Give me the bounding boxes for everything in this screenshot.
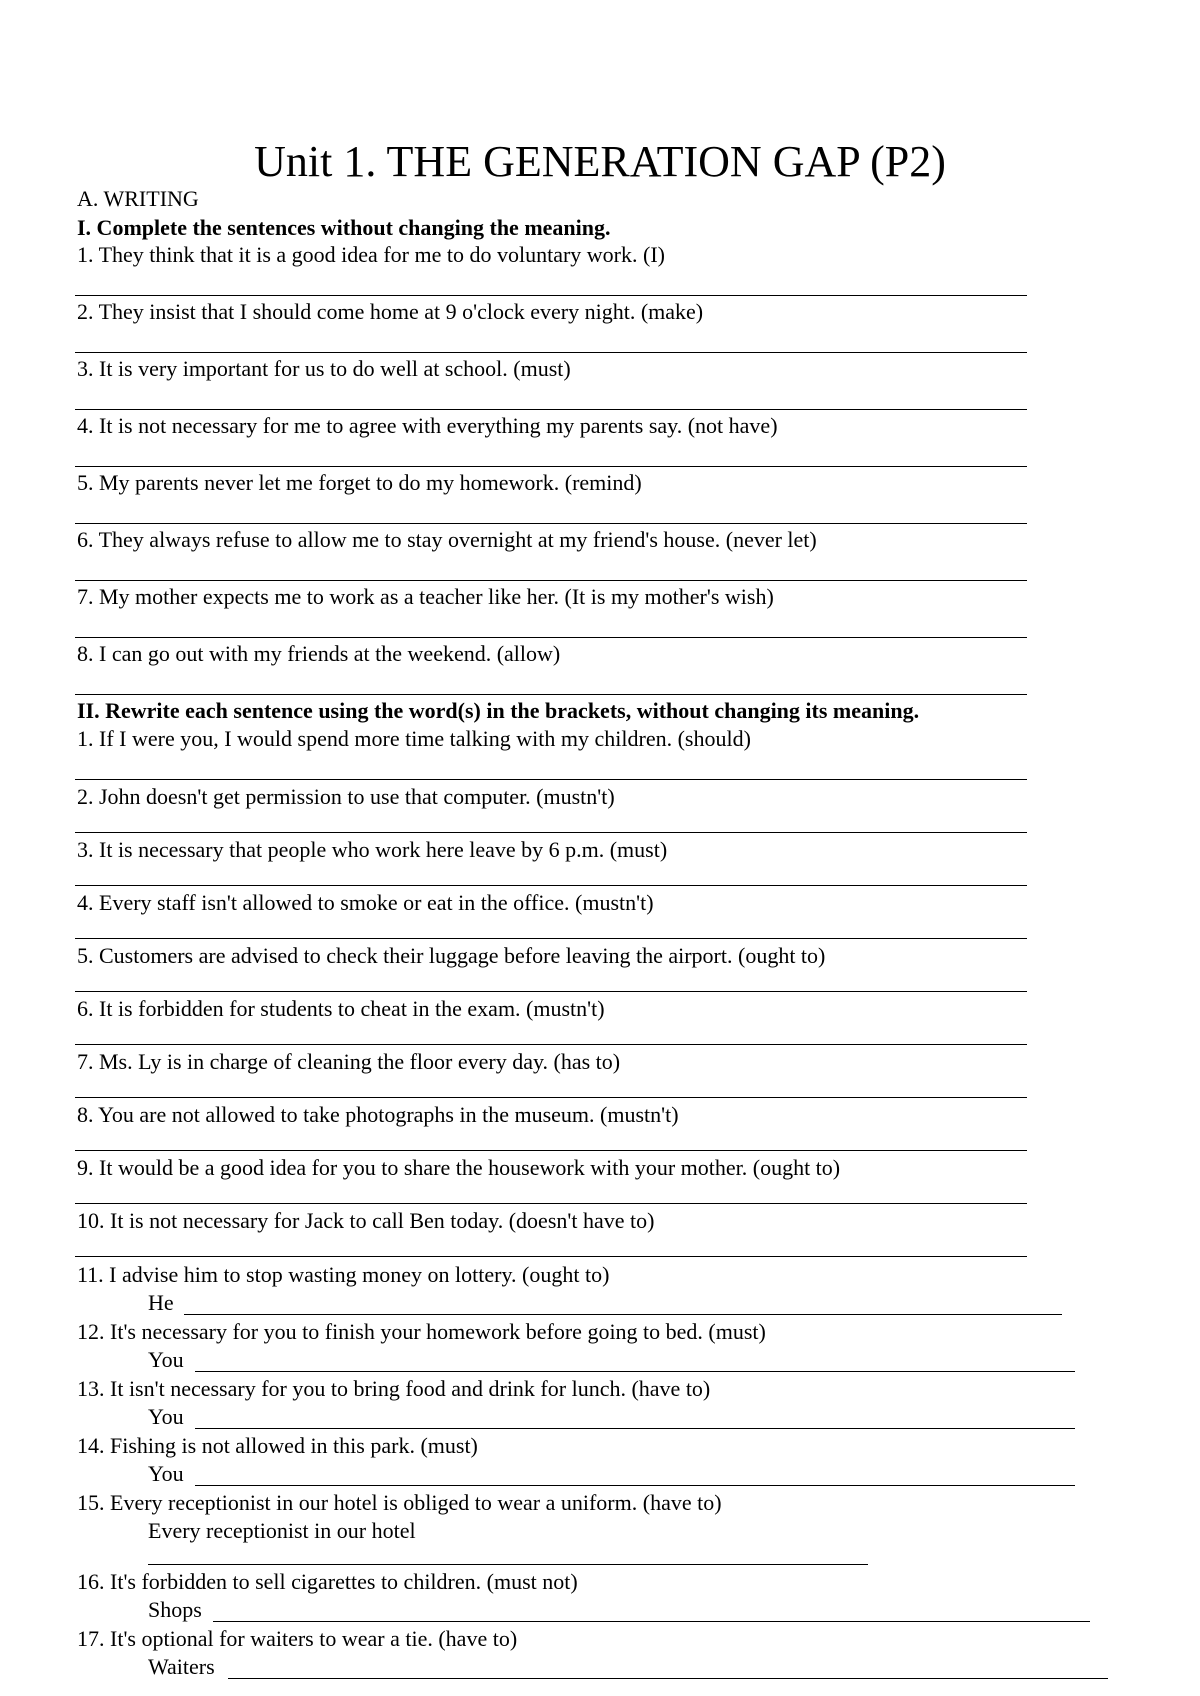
part2-item-5: 5. Customers are advised to check their luggage before leaving the airport. (ought to) xyxy=(77,943,826,968)
answer-line-p1-6[interactable] xyxy=(75,580,1027,581)
part1-item-4: 4. It is not necessary for me to agree with everything my parents say. (not have) xyxy=(77,413,778,438)
answer-line-p2-17[interactable] xyxy=(228,1678,1108,1679)
answer-line-p1-5[interactable] xyxy=(75,523,1027,524)
part2-item-2: 2. John doesn't get permission to use that computer. (mustn't) xyxy=(77,784,615,809)
part2-item-12: 12. It's necessary for you to finish your homework before going to bed. (must) xyxy=(77,1319,766,1344)
part2-item-13: 13. It isn't necessary for you to bring food and drink for lunch. (have to) xyxy=(77,1376,711,1401)
part2-item-10: 10. It is not necessary for Jack to call Ben today. (doesn't have to) xyxy=(77,1208,655,1233)
part2-item-7: 7. Ms. Ly is in charge of cleaning the floor every day. (has to) xyxy=(77,1049,621,1074)
part2-item-15: 15. Every receptionist in our hotel is obliged to wear a uniform. (have to) xyxy=(77,1490,722,1515)
answer-line-p2-7[interactable] xyxy=(75,1097,1027,1098)
answer-line-p1-2[interactable] xyxy=(75,352,1027,353)
section-a-heading: A. WRITING xyxy=(77,186,199,211)
part2-item-4: 4. Every staff isn't allowed to smoke or eat in the office. (mustn't) xyxy=(77,890,654,915)
part2-heading: II. Rewrite each sentence using the word(s) in the brackets, without changing its meaning. xyxy=(77,698,920,723)
prompt-14: You xyxy=(148,1461,184,1486)
part1-item-3: 3. It is very important for us to do well at school. (must) xyxy=(77,356,571,381)
answer-line-p2-8[interactable] xyxy=(75,1150,1027,1151)
prompt-16: Shops xyxy=(148,1597,202,1622)
part1-item-7: 7. My mother expects me to work as a teacher like her. (It is my mother's wish) xyxy=(77,584,774,609)
answer-line-p2-10[interactable] xyxy=(75,1256,1027,1257)
part2-item-16: 16. It's forbidden to sell cigarettes to children. (must not) xyxy=(77,1569,578,1594)
part2-item-1: 1. If I were you, I would spend more time talking with my children. (should) xyxy=(77,726,751,751)
answer-line-p2-12[interactable] xyxy=(195,1371,1075,1372)
answer-line-p1-7[interactable] xyxy=(75,637,1027,638)
answer-line-p2-6[interactable] xyxy=(75,1044,1027,1045)
answer-line-p2-13[interactable] xyxy=(195,1428,1075,1429)
answer-line-p2-2[interactable] xyxy=(75,832,1027,833)
part1-heading: I. Complete the sentences without changing the meaning. xyxy=(77,215,611,240)
part2-item-11: 11. I advise him to stop wasting money on lottery. (ought to) xyxy=(77,1262,610,1287)
part2-item-8: 8. You are not allowed to take photographs in the museum. (mustn't) xyxy=(77,1102,679,1127)
prompt-15: Every receptionist in our hotel xyxy=(148,1518,416,1543)
page-title: Unit 1. THE GENERATION GAP (P2) xyxy=(254,137,946,186)
answer-line-p2-1[interactable] xyxy=(75,779,1027,780)
answer-line-p2-9[interactable] xyxy=(75,1203,1027,1204)
part1-item-5: 5. My parents never let me forget to do my homework. (remind) xyxy=(77,470,642,495)
answer-line-p1-4[interactable] xyxy=(75,466,1027,467)
answer-line-p2-4[interactable] xyxy=(75,938,1027,939)
answer-line-p1-3[interactable] xyxy=(75,409,1027,410)
answer-line-p2-3[interactable] xyxy=(75,885,1027,886)
part2-item-17: 17. It's optional for waiters to wear a tie. (have to) xyxy=(77,1626,518,1651)
answer-line-p2-11[interactable] xyxy=(184,1314,1062,1315)
part1-item-2: 2. They insist that I should come home at 9 o'clock every night. (make) xyxy=(77,299,704,324)
part2-item-3: 3. It is necessary that people who work here leave by 6 p.m. (must) xyxy=(77,837,668,862)
prompt-13: You xyxy=(148,1404,184,1429)
prompt-12: You xyxy=(148,1347,184,1372)
part2-item-9: 9. It would be a good idea for you to share the housework with your mother. (ought to) xyxy=(77,1155,841,1180)
part2-item-14: 14. Fishing is not allowed in this park. (must) xyxy=(77,1433,478,1458)
part1-item-8: 8. I can go out with my friends at the weekend. (allow) xyxy=(77,641,561,666)
answer-line-p1-8[interactable] xyxy=(75,694,1027,695)
part1-item-6: 6. They always refuse to allow me to stay overnight at my friend's house. (never let) xyxy=(77,527,817,552)
prompt-11: He xyxy=(148,1290,174,1315)
answer-line-p2-14[interactable] xyxy=(195,1485,1075,1486)
part1-item-1: 1. They think that it is a good idea for me to do voluntary work. (I) xyxy=(77,242,665,267)
answer-line-p2-16[interactable] xyxy=(213,1621,1090,1622)
answer-line-p2-15[interactable] xyxy=(148,1564,868,1565)
prompt-17: Waiters xyxy=(148,1654,215,1679)
answer-line-p1-1[interactable] xyxy=(75,295,1027,296)
answer-line-p2-5[interactable] xyxy=(75,991,1027,992)
part2-item-6: 6. It is forbidden for students to cheat in the exam. (mustn't) xyxy=(77,996,605,1021)
